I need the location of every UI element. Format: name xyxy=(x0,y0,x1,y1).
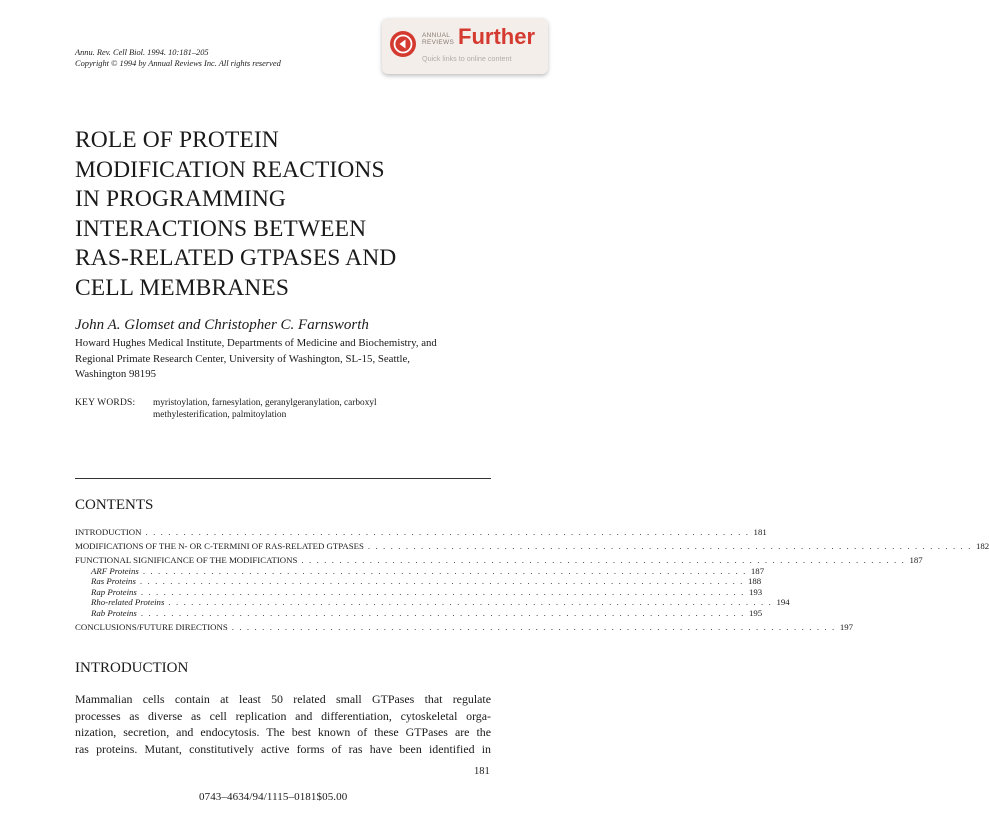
keywords-line: methylesterification, palmitoylation xyxy=(153,409,287,420)
title-line: MODIFICATION REACTIONS xyxy=(75,156,385,183)
toc-entry[interactable] xyxy=(75,586,763,598)
body-line: Mammalian cells contain at least 50 related small GTPases that regulate xyxy=(75,692,491,706)
toc-entry-label: MODIFICATIONS OF THE N- OR C-TERMINI OF RAS-RELATED GTPASES xyxy=(75,541,364,551)
toc-entry[interactable] xyxy=(75,597,790,608)
toc-leader-dots: . . . . . . . . . . . . . . . . . . . . . . . . . . . . . . . . . . . . . . . . . . . . . . . . . . . . . . . . . . . . . . . . . . . . . . . . . . . . . . . . xyxy=(168,597,773,607)
badge-further: Further xyxy=(458,24,535,49)
title-line: IN PROGRAMMING xyxy=(75,186,286,212)
divider-rule xyxy=(75,478,491,479)
toc-entry-label: Rap Proteins xyxy=(91,586,137,597)
journal-header xyxy=(75,47,281,69)
affiliation-line: Regional Primate Research Center, University of Washington, SL-15, Seattle, xyxy=(75,352,410,365)
body-line: processes as diverse as cell replication and differentiation, cytoskeletal orga- xyxy=(75,708,491,723)
toc-entry-page: 195 xyxy=(748,607,763,618)
toc-entry[interactable] xyxy=(75,607,763,619)
toc-entry-page: 187 xyxy=(750,565,765,576)
title-line: CELL MEMBRANES xyxy=(75,274,290,301)
affiliation-line: Washington 98195 xyxy=(75,368,157,380)
title-line: RAS-RELATED GTPASES AND xyxy=(75,245,397,271)
badge-reviews: REVIEWS xyxy=(422,39,455,46)
keywords-label: KEY WORDS: xyxy=(75,398,136,408)
footer-code: 0743–4634/94/1115–0181$05.00 xyxy=(199,791,348,803)
toc-entry-page: 188 xyxy=(747,576,762,586)
toc-leader-dots: . . . . . . . . . . . . . . . . . . . . . . . . . . . . . . . . . . . . . . . . . . . . . . . . . . . . . . . . . . . . . . . . . . . . . . . . . . . . . . . . xyxy=(142,565,747,576)
toc-entry[interactable] xyxy=(75,565,765,577)
affiliation xyxy=(75,336,505,383)
introduction-heading: INTRODUCTION xyxy=(75,660,189,676)
toc-entry-page: 194 xyxy=(776,597,790,607)
toc-entry-page: 187 xyxy=(909,555,923,565)
toc-entry-label: FUNCTIONAL SIGNIFICANCE OF THE MODIFICATIONS xyxy=(75,555,298,565)
page-number: 181 xyxy=(474,766,490,777)
table-of-contents xyxy=(75,527,989,632)
keywords-line: myristoylation, farnesylation, geranylgeranylation, carboxyl xyxy=(153,398,377,408)
toc-leader-dots: . . . . . . . . . . . . . . . . . . . . . . . . . . . . . . . . . . . . . . . . . . . . . . . . . . . . . . . . . . . . . . . . . . . . . . . . . . . . . . . . xyxy=(367,541,972,551)
arrow-left-icon xyxy=(390,31,416,57)
article-title xyxy=(75,126,515,303)
journal-citation: Annu. Rev. Cell Biol. 1994. 10:181–205 xyxy=(75,48,209,57)
toc-leader-dots: . . . . . . . . . . . . . . . . . . . . . . . . . . . . . . . . . . . . . . . . . . . . . . . . . . . . . . . . . . . . . . . . . . . . . . . . . . . . . . . . xyxy=(145,527,750,537)
toc-entry-page: 181 xyxy=(753,527,767,537)
toc-entry[interactable] xyxy=(75,555,923,566)
toc-entry-page: 182 xyxy=(975,541,989,551)
toc-leader-dots: . . . . . . . . . . . . . . . . . . . . . . . . . . . . . . . . . . . . . . . . . . . . . . . . . . . . . . . . . . . . . . . . . . . . . . . . . . . . . . . . xyxy=(140,586,745,597)
contents-heading: CONTENTS xyxy=(75,497,154,513)
toc-entry-label: CONCLUSIONS/FUTURE DIRECTIONS xyxy=(75,621,228,632)
introduction-body xyxy=(75,691,491,757)
toc-entry-label: Rab Proteins xyxy=(91,607,137,618)
toc-entry[interactable] xyxy=(75,621,854,633)
toc-leader-dots: . . . . . . . . . . . . . . . . . . . . . . . . . . . . . . . . . . . . . . . . . . . . . . . . . . . . . . . . . . . . . . . . . . . . . . . . . . . . . . . . xyxy=(140,607,745,618)
authors: John A. Glomset and Christopher C. Farnsworth xyxy=(75,317,369,333)
badge-publisher xyxy=(422,32,454,46)
title-line: INTERACTIONS BETWEEN xyxy=(75,215,367,242)
toc-leader-dots: . . . . . . . . . . . . . . . . . . . . . . . . . . . . . . . . . . . . . . . . . . . . . . . . . . . . . . . . . . . . . . . . . . . . . . . . . . . . . . . . xyxy=(301,555,906,565)
toc-entry-label: Rho-related Proteins xyxy=(91,597,165,607)
toc-entry[interactable] xyxy=(75,541,989,552)
toc-entry[interactable] xyxy=(75,527,767,538)
toc-entry-page: 197 xyxy=(839,621,854,632)
badge-subtitle: Quick links to online content xyxy=(422,54,512,63)
badge-annual: ANNUAL xyxy=(422,32,451,39)
keywords-text xyxy=(153,398,377,421)
journal-copyright: Copyright © 1994 by Annual Reviews Inc. All rights reserved xyxy=(75,59,281,68)
toc-entry-page: 193 xyxy=(748,586,763,597)
toc-entry-label: Ras Proteins xyxy=(91,576,136,586)
toc-leader-dots: . . . . . . . . . . . . . . . . . . . . . . . . . . . . . . . . . . . . . . . . . . . . . . . . . . . . . . . . . . . . . . . . . . . . . . . . . . . . . . . . xyxy=(231,621,836,632)
toc-entry-label: INTRODUCTION xyxy=(75,527,142,537)
body-line: ras proteins. Mutant, constitutively active forms of ras have been identified in xyxy=(75,741,491,756)
title-line: ROLE OF PROTEIN xyxy=(75,127,279,153)
affiliation-line: Howard Hughes Medical Institute, Departments of Medicine and Biochemistry, and xyxy=(75,337,437,349)
toc-entry[interactable] xyxy=(75,576,762,587)
body-line: nization, secretion, and endocytosis. The best known of these GTPases are the xyxy=(75,725,491,739)
annual-reviews-further-badge[interactable] xyxy=(382,18,548,74)
toc-entry-label: ARF Proteins xyxy=(91,565,139,576)
toc-leader-dots: . . . . . . . . . . . . . . . . . . . . . . . . . . . . . . . . . . . . . . . . . . . . . . . . . . . . . . . . . . . . . . . . . . . . . . . . . . . . . . . . xyxy=(139,576,744,586)
